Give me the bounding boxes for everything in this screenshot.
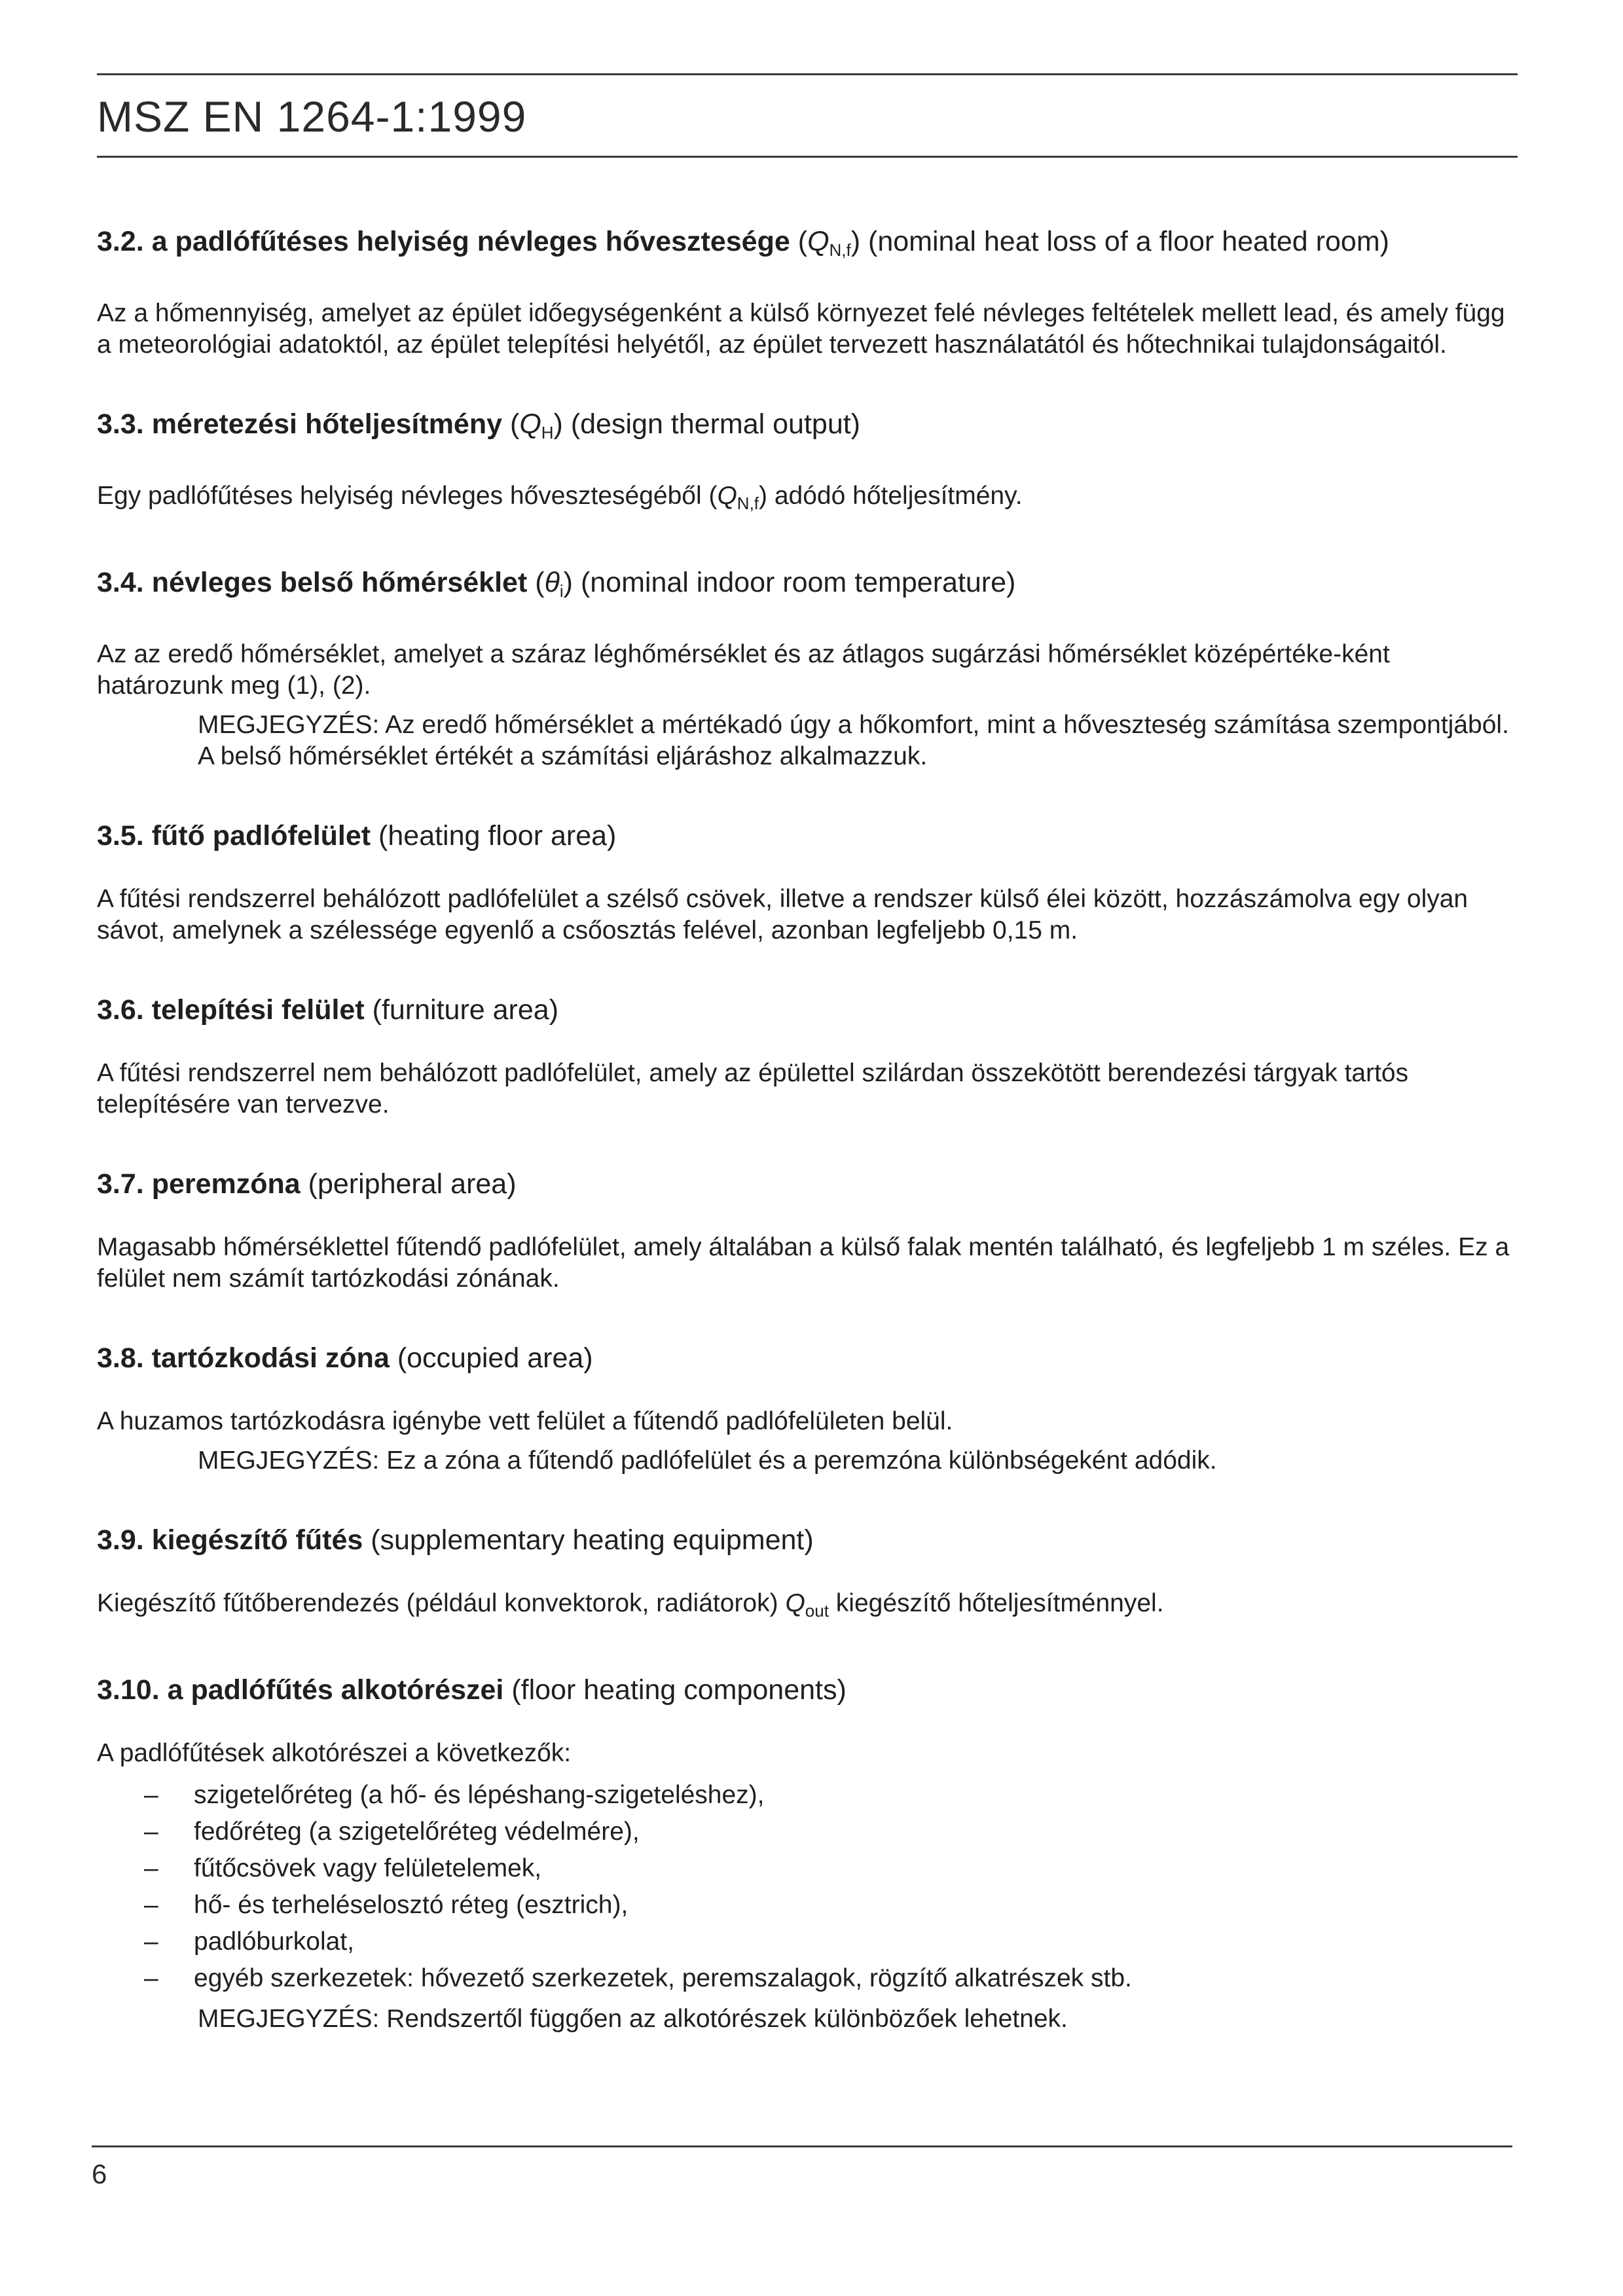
definition-text: Kiegészítő fűtőberendezés (például konvektorok, radiátorok) $Q_{out}$ kiegészítő hőteljesítménnyel. bbox=[97, 1589, 1164, 1621]
term-english: (occupied area) bbox=[397, 1342, 593, 1374]
term-heading: 3.7. peremzóna (peripheral area) bbox=[97, 1168, 517, 1200]
page-number: 6 bbox=[92, 2159, 107, 2189]
list-item: – hő- és terheléselosztó réteg (esztrich), bbox=[97, 1887, 1518, 1924]
note-text: MEGJEGYZÉS: Ez a zóna a fűtendő padlófelület és a peremzóna különbségeként adódik. bbox=[198, 1446, 1217, 1475]
header-bottom-rule bbox=[97, 156, 1518, 158]
term-symbol: Q bbox=[519, 408, 541, 440]
list-item: – padlóburkolat, bbox=[97, 1924, 1518, 1960]
definition-text: A fűtési rendszerrel nem behálózott padlófelület, amely az épülettel szilárdan összekötött berendezési tárgyak tartós telepítésére van tervezve. bbox=[97, 1059, 1409, 1119]
term-symbol: Q bbox=[807, 226, 830, 257]
list-item: – szigetelőréteg (a hő- és lépéshang-szigeteléshez), bbox=[97, 1777, 1518, 1814]
footer-rule bbox=[92, 2145, 1512, 2147]
term-english: (floor heating components) bbox=[511, 1674, 847, 1706]
term-heading: 3.4. névleges belső hőmérséklet $(\theta_i)$ (nominal indoor room temperature) bbox=[97, 567, 1016, 601]
term-heading: 3.8. tartózkodási zóna (occupied area) bbox=[97, 1342, 593, 1374]
definition-text: Egy padlófűtéses helyiség névleges hőveszteségéből $(Q_{N,f})$ adódó hőteljesítmény. bbox=[97, 482, 1023, 513]
header-top-rule bbox=[97, 73, 1518, 75]
note-text: MEGJEGYZÉS: Az eredő hőmérséklet a mértékadó úgy a hőkomfort, mint a hőveszteség számítása szempontjából. A belső hőmérséklet értékét a számítási eljáráshoz alkalmazzuk. bbox=[198, 711, 1509, 770]
components-list bbox=[97, 1777, 1518, 1997]
note-text: MEGJEGYZÉS: Rendszertől függően az alkotórészek különbözőek lehetnek. bbox=[198, 2005, 1068, 2033]
dash-bullet: – bbox=[144, 1928, 158, 1956]
list-item: – fűtőcsövek vagy felületelemek, bbox=[97, 1850, 1518, 1887]
term-english: (design thermal output) bbox=[570, 408, 861, 440]
dash-bullet: – bbox=[144, 1891, 158, 1919]
term-heading: 3.3. méretezési hőteljesítmény $(Q_H)$ (design thermal output) bbox=[97, 408, 861, 442]
term-heading: 3.2. a padlófűtéses helyiség névleges hővesztesége $(Q_{N,f})$ (nominal heat loss of a floor heated room) bbox=[97, 226, 1389, 260]
list-item: – fedőréteg (a szigetelőréteg védelmére), bbox=[97, 1814, 1518, 1850]
definition-text: Magasabb hőmérséklettel fűtendő padlófelület, amely általában a külső falak mentén található, és legfeljebb 1 m széles. Ez a felület nem számít tartózkodási zónának. bbox=[97, 1233, 1510, 1293]
term-heading: 3.10. a padlófűtés alkotórészei (floor heating components) bbox=[97, 1674, 847, 1706]
definition-text: Az a hőmennyiség, amelyet az épület időegységenként a külső környezet felé névleges feltételek mellett lead, és amely függ a meteorológiai adatoktól, az épület telepítési helyétől, az épület tervezett használatától és hőtechnikai tulajdonságaitól. bbox=[97, 299, 1505, 359]
term-heading: 3.9. kiegészítő fűtés (supplementary heating equipment) bbox=[97, 1524, 814, 1556]
term-heading: 3.5. fűtő padlófelület (heating floor area) bbox=[97, 820, 617, 852]
list-item: – egyéb szerkezetek: hővezető szerkezetek, peremszalagok, rögzítő alkatrészek stb. bbox=[97, 1960, 1518, 1997]
dash-bullet: – bbox=[144, 1964, 158, 1992]
term-english: (furniture area) bbox=[372, 994, 559, 1026]
term-english: (nominal indoor room temperature) bbox=[580, 567, 1016, 598]
definitions-content bbox=[97, 223, 1518, 2079]
dash-bullet: – bbox=[144, 1781, 158, 1809]
term-english: (peripheral area) bbox=[308, 1168, 517, 1200]
dash-bullet: – bbox=[144, 1854, 158, 1882]
definition-text: A padlófűtések alkotórészei a következők: bbox=[97, 1739, 572, 1767]
dash-bullet: – bbox=[144, 1818, 158, 1846]
term-english: (heating floor area) bbox=[378, 820, 617, 852]
term-english: (nominal heat loss of a floor heated room) bbox=[868, 226, 1389, 257]
term-english: (supplementary heating equipment) bbox=[371, 1524, 814, 1556]
term-symbol: θ bbox=[544, 567, 560, 598]
definition-text: A fűtési rendszerrel behálózott padlófelület a szélső csövek, illetve a rendszer külső élei között, hozzászámolva egy olyan sávot, amelynek a szélessége egyenlő a csőosztás felével, azonban legfeljebb 0,15 m. bbox=[97, 885, 1468, 944]
standard-code: MSZ EN 1264-1:1999 bbox=[97, 92, 527, 141]
term-heading: 3.6. telepítési felület (furniture area) bbox=[97, 994, 559, 1026]
definition-text: A huzamos tartózkodásra igénybe vett felület a fűtendő padlófelületen belül. bbox=[97, 1407, 953, 1435]
definition-text: Az az eredő hőmérséklet, amelyet a száraz léghőmérséklet és az átlagos sugárzási hőmérséklet középértéke-ként határozunk meg (1), (2). bbox=[97, 640, 1390, 700]
